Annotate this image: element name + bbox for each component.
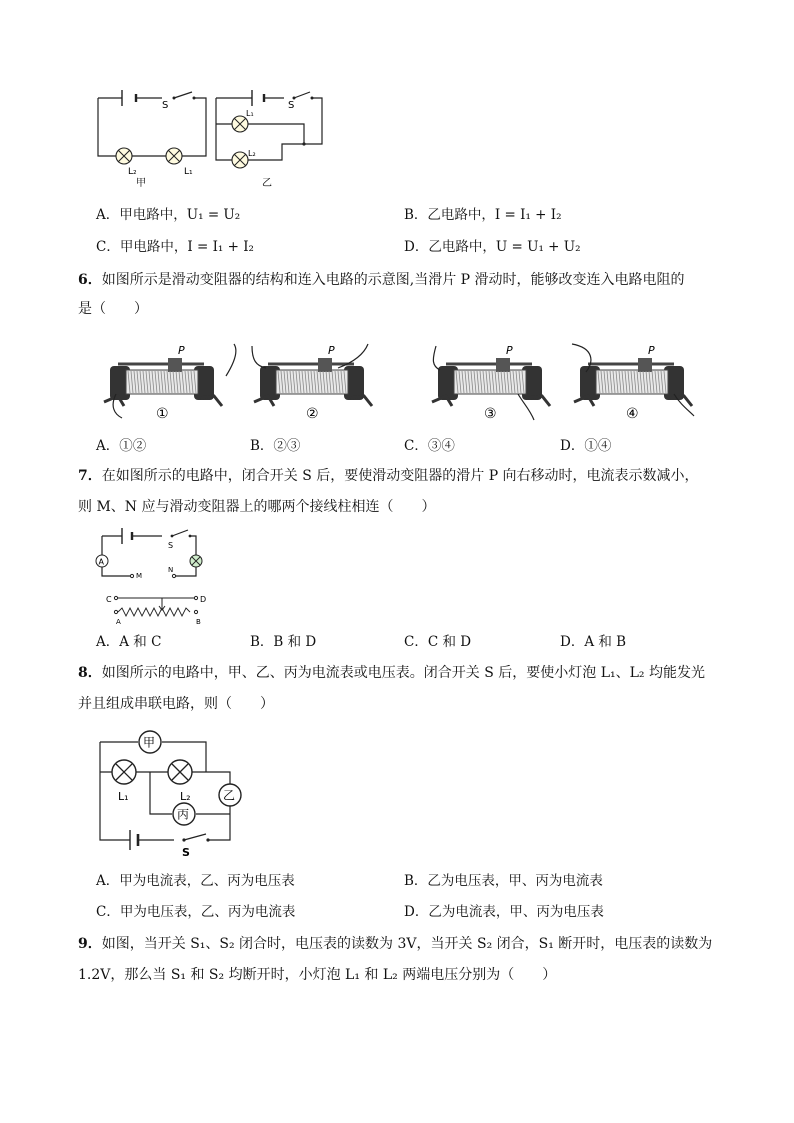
svg-text:丙: 丙 bbox=[177, 807, 190, 822]
option-c[interactable] bbox=[96, 237, 254, 257]
lamp-icon bbox=[190, 555, 202, 567]
question-number: 6． bbox=[78, 272, 102, 288]
terminal-label: M bbox=[136, 572, 143, 580]
q5-figure-yi bbox=[212, 86, 332, 189]
switch-label: S bbox=[168, 541, 174, 550]
switch-label: S bbox=[288, 100, 295, 111]
option-text: 甲电路中，I = I₁ + I₂ bbox=[119, 239, 254, 255]
lamp-icon bbox=[112, 760, 136, 784]
question-6-stem-cont: 是（ ） bbox=[78, 301, 148, 317]
q8-figure bbox=[96, 730, 256, 860]
option-a[interactable] bbox=[96, 205, 240, 225]
option-d[interactable] bbox=[404, 237, 581, 257]
rheostat-icon bbox=[432, 344, 550, 422]
option-letter: B． bbox=[404, 207, 428, 223]
option-d[interactable]: D．乙为电流表，甲、丙为电压表 bbox=[404, 904, 604, 920]
svg-text:A: A bbox=[98, 557, 104, 567]
rheostat-icon bbox=[252, 344, 372, 422]
lamp-label: L₂ bbox=[128, 167, 137, 177]
terminal-label: A bbox=[116, 618, 121, 626]
lamp-icon bbox=[166, 148, 182, 164]
question-9-stem bbox=[78, 934, 712, 954]
stem-line: 如图，当开关 S₁、S₂ 闭合时，电压表的读数为 3V，当开关 S₂ 闭合，S₁ 断开时，电压表的读数为 bbox=[101, 936, 713, 952]
question-number: 8． bbox=[78, 665, 102, 681]
option-d[interactable]: D．①④ bbox=[560, 438, 612, 454]
lamp-icon bbox=[116, 148, 132, 164]
option-c[interactable]: C．C 和 D bbox=[404, 634, 472, 650]
q7-figure bbox=[92, 526, 222, 626]
question-9-stem-cont: 1.2V，那么当 S₁ 和 S₂ 均断开时，小灯泡 L₁ 和 L₂ 两端电压分别为（ ） bbox=[78, 967, 557, 983]
figure-number-label: ④ bbox=[626, 406, 639, 422]
option-b[interactable]: B．②③ bbox=[250, 438, 301, 454]
rheostat-icon bbox=[104, 344, 236, 422]
svg-text:甲: 甲 bbox=[143, 735, 156, 750]
lamp-icon bbox=[232, 116, 248, 132]
option-letter: D． bbox=[404, 239, 429, 255]
option-c[interactable]: C．③④ bbox=[404, 438, 455, 454]
option-a[interactable]: A．A 和 C bbox=[96, 634, 162, 650]
figure-caption: 乙 bbox=[262, 178, 272, 189]
lamp-label: L₁ bbox=[118, 790, 129, 803]
meter-jia-icon bbox=[139, 731, 161, 753]
question-7-stem-cont: 则 M、N 应与滑动变阻器上的哪两个接线柱相连（ ） bbox=[78, 499, 436, 515]
option-c[interactable]: C．甲为电压表，乙、丙为电流表 bbox=[96, 904, 296, 920]
lamp-label: L₁ bbox=[184, 167, 193, 177]
stem-line: 在如图所示的电路中，闭合开关 S 后，要使滑动变阻器的滑片 P 向右移动时，电流表示数减小， bbox=[101, 468, 699, 484]
lamp-icon bbox=[232, 152, 248, 168]
terminal-label: D bbox=[200, 595, 207, 604]
switch-label: S bbox=[162, 100, 169, 111]
lamp-label: L₂ bbox=[248, 149, 256, 158]
figure-caption: 甲 bbox=[136, 178, 146, 189]
question-6-stem bbox=[78, 270, 685, 290]
lamp-label: L₂ bbox=[180, 790, 191, 803]
terminal-label: C bbox=[106, 595, 112, 604]
figure-number-label: ② bbox=[306, 406, 319, 422]
svg-text:乙: 乙 bbox=[223, 788, 236, 803]
option-d[interactable]: D．A 和 B bbox=[560, 634, 627, 650]
option-b[interactable]: B．B 和 D bbox=[250, 634, 317, 650]
ammeter-icon bbox=[96, 555, 108, 567]
question-number: 7． bbox=[78, 468, 102, 484]
lamp-label: L₁ bbox=[246, 109, 254, 118]
terminal-label: B bbox=[196, 618, 201, 626]
figure-number-label: ③ bbox=[484, 406, 497, 422]
slider-label: P bbox=[328, 344, 335, 357]
option-text: 甲电路中，U₁ = U₂ bbox=[119, 207, 241, 223]
option-text: 乙电路中，U = U₁ + U₂ bbox=[428, 239, 581, 255]
stem-line: 如图所示是滑动变阻器的结构和连入电路的示意图,当滑片 P 滑动时，能够改变连入电路电阻的 bbox=[101, 272, 685, 288]
slider-label: P bbox=[178, 344, 185, 357]
option-a[interactable]: A．①② bbox=[96, 438, 147, 454]
slider-label: P bbox=[648, 344, 655, 357]
question-8-stem-cont: 并且组成串联电路，则（ ） bbox=[78, 696, 274, 712]
switch-label: S bbox=[182, 846, 190, 859]
slider-label: P bbox=[506, 344, 513, 357]
q5-figure-jia bbox=[92, 86, 212, 189]
question-7-stem bbox=[78, 466, 699, 486]
meter-yi-icon bbox=[219, 784, 241, 806]
question-8-stem bbox=[78, 663, 705, 683]
option-letter: C． bbox=[96, 239, 120, 255]
meter-bing-icon bbox=[173, 803, 195, 825]
rheostat-icon bbox=[572, 344, 694, 422]
option-a[interactable]: A．甲为电流表，乙、丙为电压表 bbox=[96, 873, 295, 889]
question-number: 9． bbox=[78, 936, 102, 952]
terminal-label: N bbox=[168, 566, 174, 574]
option-b[interactable]: B．乙为电压表，甲、丙为电流表 bbox=[404, 873, 603, 889]
option-b[interactable] bbox=[404, 205, 562, 225]
q6-figure bbox=[96, 340, 696, 424]
option-text: 乙电路中，I = I₁ + I₂ bbox=[427, 207, 562, 223]
stem-line: 如图所示的电路中，甲、乙、丙为电流表或电压表。闭合开关 S 后，要使小灯泡 L₁、L₂ 均能发光 bbox=[101, 665, 705, 681]
lamp-icon bbox=[168, 760, 192, 784]
option-letter: A． bbox=[96, 207, 120, 223]
figure-number-label: ① bbox=[156, 406, 169, 422]
